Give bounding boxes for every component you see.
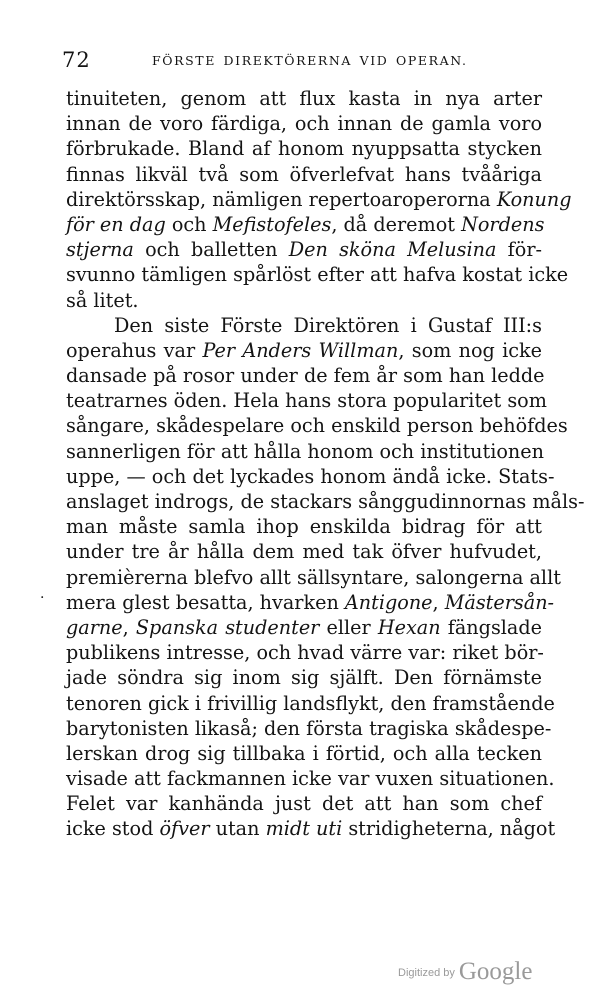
running-head: FÖRSTE DIREKTÖRERNA VID OPERAN. [152, 53, 468, 68]
text-line: direktörsskap, nämligen repertoaroperorna Konung [66, 187, 572, 211]
italic-title: för en dag [66, 212, 166, 236]
text-line: jade söndra sig inom sig själft. Den förnämste [66, 666, 542, 690]
paragraph-1 [66, 86, 572, 313]
italic-word: midt uti [265, 817, 343, 841]
text-line: stjerna och balletten Den sköna Melusina för- [66, 238, 542, 262]
digitized-by-label: Digitized by [398, 967, 455, 979]
body-text [66, 86, 585, 842]
page-header [62, 48, 542, 74]
text-line: under tre år hålla dem med tak öfver hufvudet, [66, 540, 542, 564]
italic-title: Hexan [377, 615, 441, 639]
margin-mark: · [40, 590, 45, 606]
italic-title: Antigone [344, 590, 433, 614]
italic-title: garne [66, 615, 123, 639]
italic-title: Mästersån- [444, 590, 555, 614]
text-line: dansade på rosor under de fem år som han ledde [66, 364, 545, 388]
text-line: svunno tämligen spårlöst efter att hafva kostat icke [66, 263, 569, 287]
text-line: Den siste Förste Direktören i Gustaf III:s [114, 313, 542, 337]
text-line: tinuiteten, genom att flux kasta in nya arter [66, 87, 542, 110]
google-logo: Google [458, 958, 533, 985]
text-line: för en dag och Mefistofeles, då deremot Nordens [66, 212, 545, 236]
text-line: sångare, skådespelare och enskild person behöfdes [66, 414, 568, 438]
text-line: Felet var kanhända just det att han som chef [66, 792, 542, 816]
text-line: innan de voro färdiga, och innan de gamla voro [66, 112, 542, 136]
italic-title: Mefistofeles [212, 212, 332, 236]
text-line: lerskan drog sig tillbaka i förtid, och alla tecken [66, 741, 542, 765]
italic-title: Konung [496, 187, 572, 211]
text-line: visade att fackmannen icke var vuxen situationen. [66, 767, 555, 791]
text-line: teatrarnes öden. Hela hans stora popularitet som [66, 389, 547, 413]
text-line: så litet. [66, 288, 139, 312]
paragraph-2 [66, 313, 585, 842]
text-line: barytonisten likaså; den första tragiska skådespe- [66, 716, 552, 740]
italic-name: Per Anders Willman [202, 338, 399, 362]
text-line: tenoren gick i frivillig landsflykt, den framstående [66, 691, 555, 715]
italic-word: öfver [159, 817, 210, 841]
text-line: uppe, — och det lyckades honom ändå icke. Stats- [66, 464, 555, 488]
italic-title: Nordens [461, 212, 545, 236]
page-number: 72 [62, 48, 91, 72]
italic-title: Den sköna Melusina [288, 238, 497, 262]
digitized-by-watermark [398, 958, 532, 986]
italic-title: Spanska studenter [135, 615, 320, 639]
text-line: man måste samla ihop enskilda bidrag för att [66, 515, 542, 539]
text-line: premièrerna blefvo allt sällsyntare, salongerna allt [66, 565, 561, 589]
text-line: mera glest besatta, hvarken Antigone, Mästersån- [66, 590, 555, 614]
text-line: operahus var Per Anders Willman, som nog icke [66, 338, 543, 362]
text-line: sannerligen för att hålla honom och institutionen [66, 439, 544, 463]
text-line: publikens intresse, och hvad värre var: riket bör- [66, 641, 544, 665]
text-line: icke stod öfver utan midt uti stridigheterna, något [66, 817, 556, 841]
text-line: finnas likväl två som öfverlefvat hans tvååriga [66, 162, 542, 186]
italic-title: stjerna [66, 238, 134, 262]
text-line: garne, Spanska studenter eller Hexan fängslade [66, 615, 543, 639]
text-line: anslaget indrogs, de stackars sånggudinnornas måls- [66, 490, 585, 513]
text-line: förbrukade. Bland af honom nyuppsatta stycken [66, 137, 542, 161]
